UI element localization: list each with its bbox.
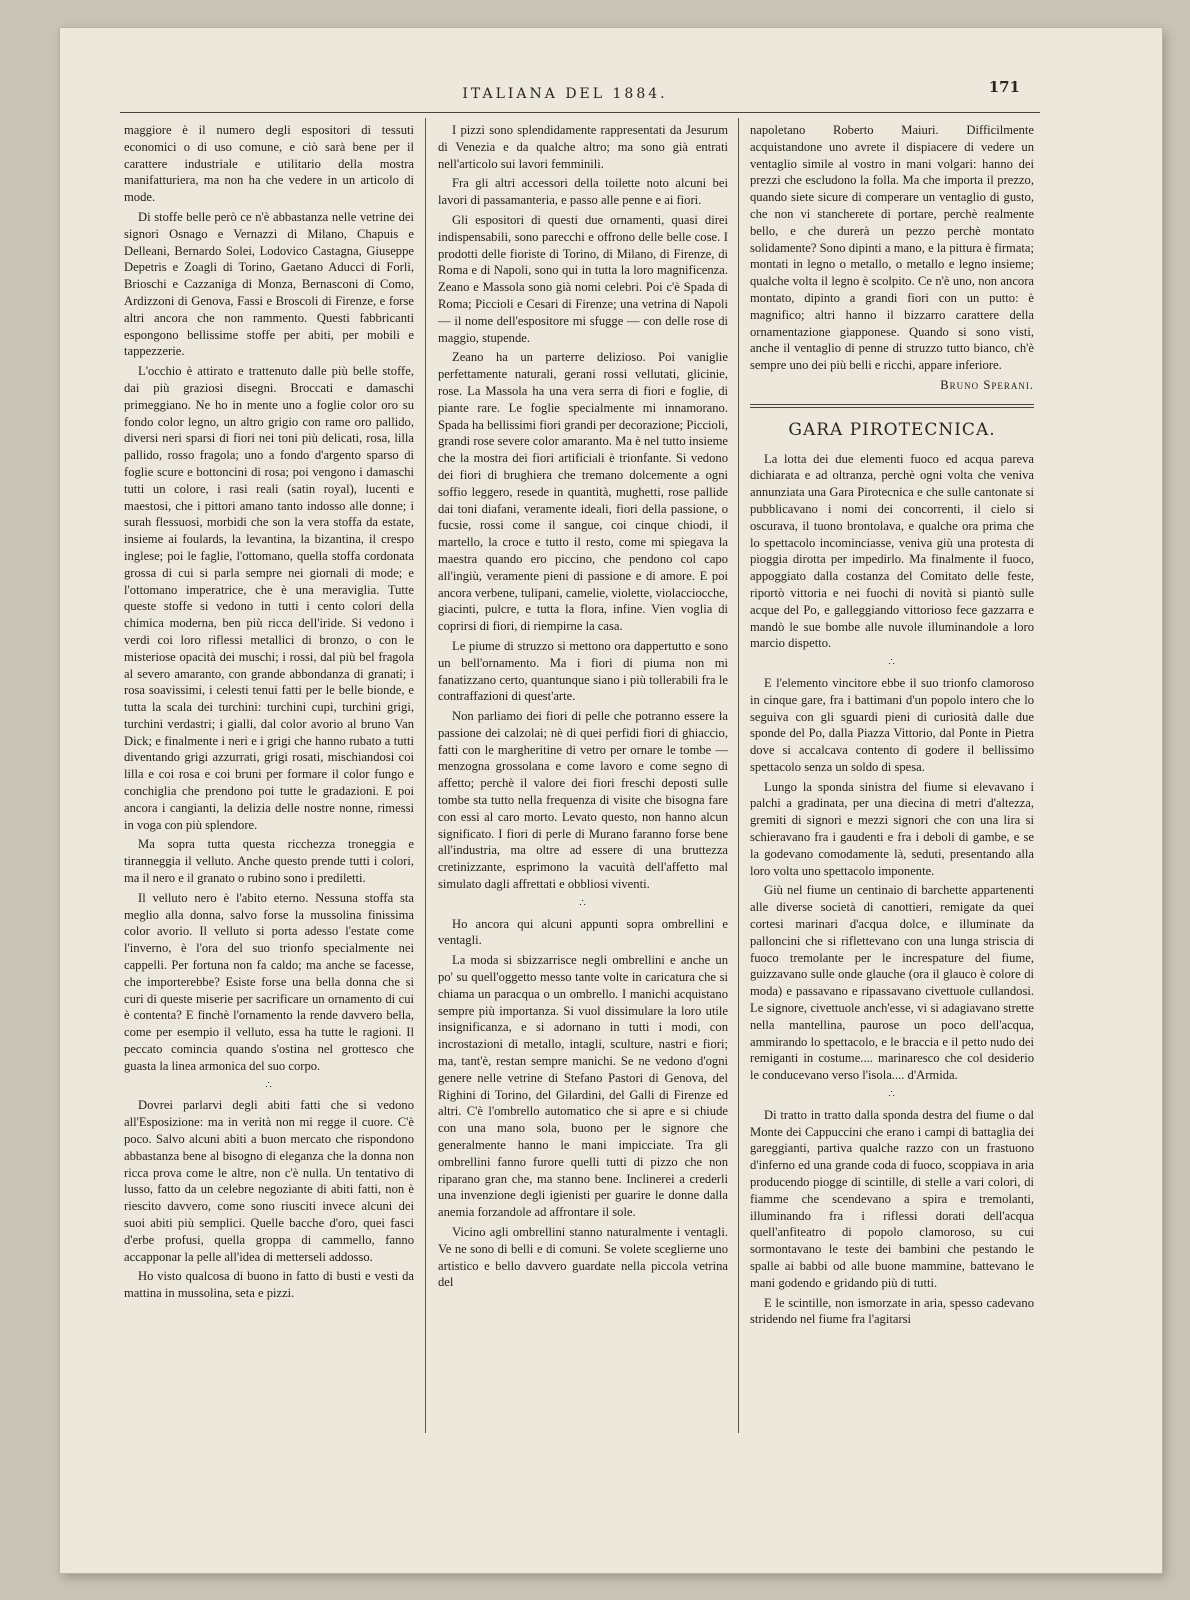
paragraph: Dovrei parlarvi degli abiti fatti che si vedono all'Esposizione: ma in verità non mi regge il cuore. C'è poco. Salvo alcuni abiti a buon mercato che rispondono abbastanza bene al bisogno di eleganza che la donna non ricca prova come le altre, non c'è nulla. Un tentativo di lusso, fatto da un celebre negoziante di abiti fatti, non è riescito davvero, come sono riusciti invece alcuni dei suoi abiti più semplici. Quelle bacche d'oro, quei fasci d'erbe profusi, quella groppa di cammello, fanno accapponar la pelle all'idea di metterseli addosso.: [124, 1098, 414, 1264]
column-divider-1: [425, 118, 426, 1433]
paragraph: maggiore è il numero degli espositori di tessuti economici o di uso comune, e ciò sarà bene per il carattere industriale e utilitario della mostra manifatturiera, ma non ha che vedere in un articolo di mode.: [124, 123, 414, 205]
paragraph: La lotta dei due elementi fuoco ed acqua pareva dichiarata e ad oltranza, perchè ogni volta che veniva annunziata una Gara Pirotecnica e che sulle cantonate si pubblicavano i nomi dei concorrenti, il cielo si oscurava, il tuono brontolava, e qualche ora prima che lo spettacolo incominciasse, veniva giù una protesta di pioggia dirotta per impedirlo. Ma finalmente il fuoco, appoggiato dalla costanza del Comitato delle feste, riportò vittoria e nei fuochi di novità si piantò sulle acque del Po, e galleggiando vittorioso fece gazzarra e mandò le sue bombe alle nuvole illuminandole a loro marcio dispetto.: [750, 451, 1034, 651]
paragraph: E l'elemento vincitore ebbe il suo trionfo clamoroso in cinque gare, fra i battimani d'un popolo intero che lo seguiva con gli sguardi pieni di curiosità dalle due sponde del Po, dalla Piazza Vittorio, dal Ponte in Pietra dove si accalcava contento di godere il bellissimo spettacolo senza un soldo di spesa.: [750, 675, 1034, 774]
section-break: ∴: [579, 897, 587, 909]
paragraph: Le piume di struzzo si mettono ora dappertutto e sono un bell'ornamento. Ma i fiori di piuma non mi fanatizzano certo, quantunque siano i più tollerabili fra le contraffazioni di quest'arte.: [438, 638, 728, 704]
paragraph: napoletano Roberto Maiuri. Difficilmente acquistandone uno avrete il dispiacere di vedere un ventaglio simile al vostro in mani volgari: hanno dei prezzi che escludono la folla. Ma che importa il prezzo, quando siete sicure di comperare un ventaglio di gusto, che non vi stancherete di portare, perchè realmente bello, e che durerà un pezzo perchè montato solidamente? Sono dipinti a mano, e la pittura è firmata; montati in legno o metallo, o metallo e legno insieme; qualche volta il legno è scolpito. Ce n'è uno, non ancora montato, dipinto a grandi fiori con un putto: è magnifico; altri hanno il bizzarro carattere della ornamentazione giapponese. Quando si sono visti, anche il ventaglio di penne di struzzo tutto bianco, ch'è sempre uno dei più belli e ricchi, appare inferiore.: [750, 123, 1034, 373]
paragraph: Fra gli altri accessori della toilette noto alcuni bei lavori di passamanteria, e passo alle penne e ai fiori.: [438, 176, 728, 208]
column-1: [124, 122, 414, 1305]
paragraph: L'occhio è attirato e trattenuto dalle più belle stoffe, dai più graziosi disegni. Broccati e damaschi primeggiano. Ne ho in mente uno a foglie color oro su fondo color legno, un altro grigio con rame oro pallido, diversi neri sparsi di fiori nei toni più delicati, rosa, lilla pallido, rosso fragola; uno a fondo d'argento sparso di foglie scure e bottoncini di rosa; poi vengono i damaschi tutti un colore, i rasi reali (satin royal), lucenti e maestosi, che i pittori amano tanto indosso alle donne; i surah flessuosi, morbidi che son la vera stoffa da estate, insieme ai foulards, la levantina, la bizantina, il crespo inglese; poi le faglie, l'ottomano, quella stoffa cordonata grossa di cui si parla sempre nei giornali di mode; e l'ottomano imperatrice, che è una meraviglia. Tutte queste stoffe si vedono in tutti i cento colori della chimica moderna, ben più ricca dell'iride. Si vedono i verdi coi loro riflessi metallici di bronzo, o con le misteriose opacità dei muschi; i rossi, dal più bel fragola al severo amaranto, con grande abbondanza di granati; i rosa soavissimi, i celesti tenui fatti per le belle bionde, e tutta la scala dei turchini: turchini cupi, turchini grigi, turchini verdastri; i gialli, dal color avorio al bruno Van Dick; e finalmente i neri e i grigi che hanno rubato a tutti diventando grigi azzurrati, grigi rosati, mischiandosi coi lilla e coi rosa e coi bruni per formare il color fungo e conchiglia che prendono poi tutte le gradazioni. E poi ancora i cangianti, la delizia delle nostre nonne, rimessi in voga con più splendore.: [124, 364, 414, 832]
paragraph: Ho ancora qui alcuni appunti sopra ombrellini e ventagli.: [438, 916, 728, 948]
paragraph: Di tratto in tratto dalla sponda destra del fiume o dal Monte dei Cappuccini che erano i campi di battaglia dei gareggianti, partiva qualche razzo con un frastuono d'inferno ed una grande coda di fuoco, scoppiava in aria producendo piogge di scintille, di stelle a vari colori, di fiamme che scendevano a spira e tremolanti, illuminando fra i riflessi dorati dell'acqua quell'anfiteatro di popolo clamoroso, su cui sormontavano le teste dei bambini che pestando le spalle ai babbi od alle buone mammine, battevano le mani godendo e gridando più di tutti.: [750, 1107, 1034, 1290]
paragraph: Vicino agli ombrellini stanno naturalmente i ventagli. Ve ne sono di belli e di comuni. Se volete sceglierne uno artistico e bello davvero guardate nella piccola vetrina del: [438, 1225, 728, 1290]
paragraph: Il velluto nero è l'abito eterno. Nessuna stoffa sta meglio alla donna, salvo forse la mussolina finissima color avorio. Il velluto si porta adesso l'estate come l'inverno, è l'ora del suo trionfo specialmente nei cappelli. Per fortuna non fa caldo; ma anche se facesse, che importerebbe? Esiste forse una bella donna che si curi di queste miserie per sacrificare un ornamento di cui è contenta? E finchè l'ornamento la rende davvero bella, come per esempio il velluto, essa ha tutte le ragioni. Il peccato comincia quando s'ostina nel grottesco che guasta la linea armonica del suo corpo.: [124, 890, 414, 1073]
paragraph: Di stoffe belle però ce n'è abbastanza nelle vetrine dei signori Osnago e Vernazzi di Milano, Chapuis e Delleani, Bernardo Solei, Lodovico Castagna, Giuseppe Depetris e Zoagli di Torino, Gaetano Aducci di Forlì, Brioschi e Cazzaniga di Monza, Bernasconi di Como, Ardizzoni di Genova, Fassi e Broscoli di Firenze, e forse altri ancora che non rammento. Questi fabbricanti espongono bellissime stoffe per abiti, per mobili e tappezzerie.: [124, 209, 414, 359]
header-rule: [120, 112, 1040, 113]
section-break: ∴: [888, 657, 896, 669]
running-title: ITALIANA DEL 1884.: [462, 86, 668, 102]
paragraph: Gli espositori di questi due ornamenti, quasi direi indispensabili, sono parecchi e offrono delle belle cose. I prodotti delle fioriste di Torino, di Milano, di Firenze, di Roma e di Napoli, sono qui in tutta la loro magnificenza. Zeano e Massola sono già nomi celebri. Poi c'è Spada di Roma; Piccioli e Cesari di Firenze; una vetrina di Napoli — il nome dell'espositore mi sfugge — con delle rose di maggio, stupende.: [438, 212, 728, 345]
author-signature: Bruno Sperani.: [940, 377, 1034, 392]
page-header: [110, 78, 1020, 108]
column-divider-2: [738, 118, 739, 1433]
paragraph: E le scintille, non ismorzate in aria, spesso cadevano stridendo nel fiume fra l'agitarsi: [750, 1295, 1034, 1327]
paragraph: Ma sopra tutta questa ricchezza troneggia e tiranneggia il velluto. Anche questo prende tutti i colori, ma il nero e il granato o rubino sono i prediletti.: [124, 837, 414, 886]
paragraph: Giù nel fiume un centinaio di barchette appartenenti alle diverse società di canottieri, remigate da quei cortesi marinari d'acqua dolce, e illuminate da palloncini che si riflettevano con una lunga striscia di fuoco tremolante per le increspature del fiume, guizzavano sulle onde glauche (ora il glauco è colore di moda) e passavano e ripassavano civettuole cullandosi. Le signore, civettuole anch'esse, vi si adagiavano strette nella mantellina, paurose un poco dell'acqua, ammirando lo spettacolo, e le braccia e il petto nudo dei remiganti in costume.... marinaresco che col desiderio le conducevano verso l'isola.... d'Armida.: [750, 883, 1034, 1083]
paragraph: Lungo la sponda sinistra del fiume si elevavano i palchi a gradinata, per una diecina di metri d'altezza, gremiti di signori e mezzi signori che con una lira si schieravano fra i gaudenti e fra i deboli di gambe, e se la godevano comodamente là, seduti, presentando alla loro volta uno spettacolo imponente.: [750, 779, 1034, 878]
paragraph: La moda si sbizzarrisce negli ombrellini e anche un po' su quell'oggetto messo tante volte in caricatura che si chiama un paracqua o un ombrello. I manichi acquistano sempre più importanza. Si vuol dissimulare la loro utile insignificanza, e si adornano in tutti i modi, con incrostazioni di metallo, intagli, sculture, nastri e fiori; ma, tant'è, restan sempre manichi. Se ne vedono d'ogni genere nelle vetrine di Stefano Pastori di Genova, del Righini di Torino, del Gilardini, del Galli di Firenze ed altri. C'è l'ombrello automatico che si apre e si chiude con una mano sola, buono per le signore che generalmente hanno le mani impicciate. Tra gli ombrellini fanno furore quelli tutti di pizzo che non riparano gran che, ma stanno bene. Inclinerei a crederli una invenzione degli igienisti per guarire le donne dalla anemia forzandole ad affrontare il sole.: [438, 953, 728, 1220]
section-rule: [750, 404, 1034, 408]
column-3: [750, 122, 1034, 1331]
paragraph: Non parliamo dei fiori di pelle che potranno essere la passione dei calzolai; nè di quei perfidi fiori di ghiaccio, fatti con le margheritine di vetro per ornare le tombe — menzogna grossolana e come lavoro e come segno di affetto; perchè il valore dei fiori freschi deposti sulle tombe sta tutto nella frequenza di visite che bisogna fare con essi al caro morto. Levato questo, non hanno alcun significato. I fiori di perle di Murano faranno forse bene all'industria, ma oltre ad essere di una bruttezza cretinizzante, esprimono la vacuità dell'affetto mal simulato dagli affrettati e obbliosi viventi.: [438, 709, 728, 892]
paragraph: I pizzi sono splendidamente rappresentati da Jesurum di Venezia e da qualche altro; ma sono già entrati nell'articolo sui lavori femminili.: [438, 123, 728, 171]
column-2: [438, 122, 728, 1294]
section-title: GARA PIROTECNICA.: [788, 419, 996, 440]
paragraph: Ho visto qualcosa di buono in fatto di busti e vesti da mattina in mussolina, seta e pizzi.: [124, 1269, 414, 1301]
section-break: ∴: [265, 1079, 273, 1091]
paragraph: Zeano ha un parterre delizioso. Poi vaniglie perfettamente naturali, gerani rossi vellutati, glicinie, rose. La Massola ha una vera serra di fiori e foglie, di piante rare. Le foglie specialmente mi innamorano. Spada ha bellissimi fiori grandi per decorazione; Piccioli, grandi rose severe color amaranto. Ma è nel tutto insieme che la mostra dei fiori artificiali è trionfante. Si vedono dei fiori di brughiera che tremano dolcemente a ogni soffio leggero, resede in quantità, mughetti, rose pallide dai toni diafani, veramente ideali, fiori della passione, o fucsie, rossi come il sangue, coi cinque chiodi, il martello, la croce e tutto il resto, come mi spiegava la maestra quando ero piccino, che pendono col capo all'ingiù, veramente pieni di passione e di amore. E poi ancora verbene, tulipani, camelie, violette, violacciocche, giacinti, pulcre, e tutta la flora, infine. Vien voglia di coprirsi di fiori, di riempirne la casa.: [438, 350, 728, 634]
page-number: 171: [988, 78, 1020, 96]
section-break: ∴: [888, 1089, 896, 1101]
